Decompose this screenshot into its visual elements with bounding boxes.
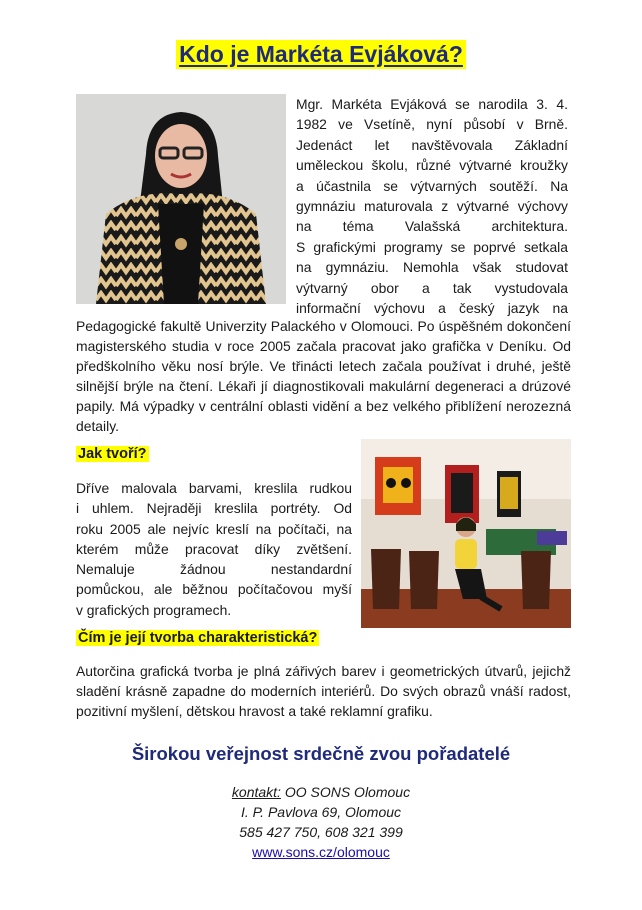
intro-line: na téma Valašská architektura. <box>296 218 568 235</box>
intro-line: a účastnila se výtvarných soutěží. Na <box>296 177 568 194</box>
portrait-photo <box>76 94 286 304</box>
contact-phones: 585 427 750, 608 321 399 <box>239 824 403 840</box>
contact-org: OO SONS Olomouc <box>280 784 411 800</box>
gallery-illustration <box>361 439 571 628</box>
section-heading-how: Jak tvoří? <box>78 446 147 462</box>
intro-line: S grafickými programy se poprvé setkala <box>296 238 568 255</box>
page-title: Kdo je Markéta Evjáková? <box>176 40 466 69</box>
section1-line: kterém může pracovat díky zvětšení. <box>76 540 352 557</box>
website-link[interactable]: www.sons.cz/olomouc <box>252 844 390 860</box>
intro-line: na gymnáziu. Nemohla však studovat <box>296 259 568 276</box>
intro-line: Jedenáct let navštěvovala Základní <box>296 136 568 153</box>
invitation-text: Širokou veřejnost srdečně zvou pořadatelé <box>131 743 511 764</box>
section1-line: Dříve malovala barvami, kreslila rudkou <box>76 480 352 496</box>
gallery-photo <box>361 439 571 628</box>
intro-line: výtvarný obor a tak vystudovala <box>296 279 568 296</box>
title-wrap <box>0 40 642 69</box>
section1-line: v grafických programech. <box>76 601 232 618</box>
section-heading-characteristic: Čím je její tvorba charakteristická? <box>78 630 318 646</box>
intro-line: gymnáziu maturovala z výtvarné výchovy <box>296 198 568 215</box>
intro-line: Mgr. Markéta Evjáková se narodila 3. 4. <box>296 96 568 112</box>
intro-line: 1982 ve Vsetíně, nyní působí v Brně. <box>296 116 568 133</box>
intro-lines <box>296 94 568 318</box>
contact-block <box>0 782 642 862</box>
contact-address: I. P. Pavlova 69, Olomouc <box>240 804 402 820</box>
contact-line <box>0 782 642 802</box>
intro-line: informační výchovu a český jazyk na <box>296 300 568 317</box>
section1-line: Nemaluje žádnou nestandardní <box>76 561 352 578</box>
section1-line: roku 2005 ale nejvíc kreslí na počítači, na <box>76 520 352 537</box>
contact-label: kontakt: <box>231 784 281 800</box>
section1-line: pomůckou, ale běžnou počítačovou myší <box>76 581 352 598</box>
intro-line: uměleckou školu, různé výtvarné kroužky <box>296 157 568 174</box>
section1-line: i uhlem. Nejraději kreslila portréty. Od <box>76 500 352 517</box>
section1-lines <box>76 478 352 620</box>
intro-continuation: Pedagogické fakultě Univerzity Palackého v Olomouci. Po úspěšném dokončení magisterského studia v roce 2005 začala pracovat jako grafička v Deníku. Od předškolního věku nosí brýle. Ve třinácti letech začala používat i druhé, ještě silnější brýle na čtení. Lékaři jí diagnostikovali makulární degeneraci a drúzové papily. Má výpadky v centrální oblasti vidění a bez velkého přiblížení nerozezná detaily. <box>76 318 571 434</box>
section2-text: Autorčina grafická tvorba je plná zářivých barev i geometrických útvarů, jejichž sladění krásně zapadne do moderních interiérů. Do svých obrazů vnáší radost, pozitivní myšlení, dětskou hravost a také reklamní grafiku. <box>76 663 571 719</box>
portrait-illustration <box>76 94 286 304</box>
